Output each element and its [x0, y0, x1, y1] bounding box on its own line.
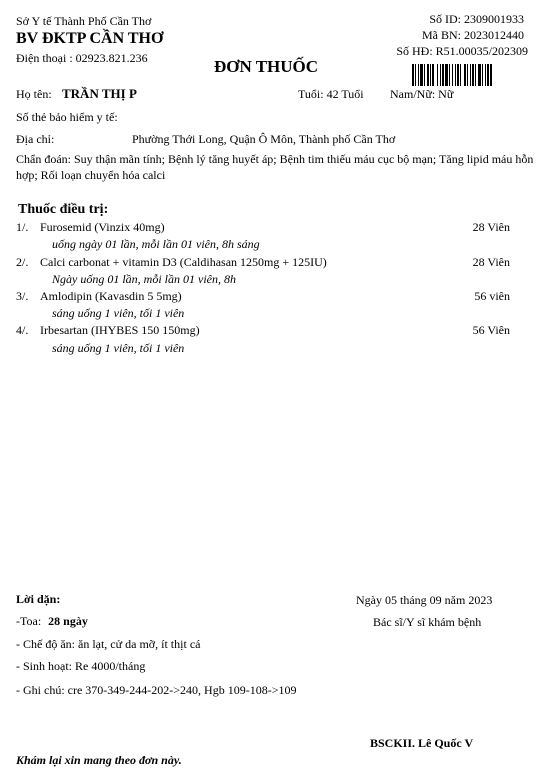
- advice-note: - Ghi chú: cre 370-349-244-202->240, Hgb 109-108->109: [16, 683, 297, 697]
- doctor-role: Bác sĩ/Y sĩ khám bệnh: [373, 615, 482, 629]
- medication-name: Calci carbonat + vitamin D3 (Caldihasan 1250mg + 125IU): [40, 255, 327, 269]
- medication-number: 1/.: [16, 220, 29, 234]
- barcode-bar: [412, 64, 414, 86]
- insurance-label: Số thẻ bảo hiểm y tế:: [16, 110, 118, 124]
- barcode-bar: [432, 64, 434, 86]
- medication-item-1: [16, 220, 510, 236]
- barcode-bar: [440, 64, 441, 86]
- barcode-bar: [464, 64, 466, 86]
- medication-name: Furosemid (Vinzix 40mg): [40, 220, 165, 234]
- prescription-duration: [16, 614, 88, 629]
- medication-number: 2/.: [16, 255, 29, 269]
- medication-usage: sáng uống 1 viên, tối 1 viên: [52, 341, 185, 355]
- barcode-bar: [475, 64, 476, 86]
- medication-quantity: 56 viên: [474, 289, 510, 303]
- medications-heading: Thuốc điều trị:: [18, 202, 109, 217]
- advice-label: Lời dặn:: [16, 592, 61, 606]
- barcode-bar: [472, 64, 474, 86]
- barcode-bar: [418, 64, 419, 86]
- barcode: [412, 64, 526, 86]
- barcode-bar: [467, 64, 468, 86]
- medication-quantity: 28 Viên: [472, 220, 510, 234]
- diet-advice: - Chế độ ăn: ăn lạt, cử da mỡ, ít thịt cá: [16, 637, 201, 651]
- barcode-bar: [485, 64, 486, 86]
- barcode-bar: [487, 64, 489, 86]
- medication-name: Irbesartan (IHYBES 150 150mg): [40, 323, 200, 337]
- medication-name: Amlodipin (Kavasdin 5 5mg): [40, 289, 182, 303]
- barcode-bar: [430, 64, 431, 86]
- document-title: ĐƠN THUỐC: [214, 57, 319, 76]
- medication-quantity: 28 Viên: [472, 255, 510, 269]
- medication-item-2: [16, 255, 510, 271]
- barcode-bar: [457, 64, 459, 86]
- barcode-bar: [455, 64, 456, 86]
- barcode-bar: [452, 64, 453, 86]
- prescription-date: Ngày 05 tháng 09 năm 2023: [356, 593, 493, 607]
- barcode-bar: [482, 64, 483, 86]
- doctor-name: BSCKII. Lê Quốc V: [370, 736, 474, 750]
- hospital-phone: Điện thoại : 02923.821.236: [16, 51, 148, 65]
- medication-number: 3/.: [16, 289, 29, 303]
- medication-item-4: [16, 323, 510, 339]
- id-number: Số ID: 2309001933: [429, 12, 524, 26]
- patient-address: Phường Thới Long, Quận Ô Môn, Thành phố Cần Thơ: [132, 132, 396, 146]
- hospital-name: BV ĐKTP CẦN THƠ: [16, 30, 164, 47]
- name-label: Họ tên:: [16, 87, 52, 101]
- patient-name: TRẦN THỊ P: [62, 86, 137, 101]
- barcode-bar: [427, 64, 429, 86]
- barcode-bar: [420, 64, 423, 86]
- medication-item-3: [16, 289, 510, 305]
- patient-code: Mã BN: 2023012440: [422, 28, 524, 42]
- patient-age: Tuổi: 42 Tuổi: [298, 87, 364, 101]
- barcode-bar: [460, 64, 461, 86]
- medication-usage: uống ngày 01 lần, mỗi lần 01 viên, 8h sáng: [52, 237, 260, 251]
- duration-label: -Toa:: [16, 614, 42, 628]
- barcode-bar: [445, 64, 448, 86]
- address-label: Địa chỉ:: [16, 132, 55, 146]
- revisit-reminder: Khám lại xin mang theo đơn này.: [16, 753, 182, 767]
- duration-value: 28 ngày: [48, 614, 88, 628]
- invoice-number: Số HĐ: R51.00035/202309: [396, 44, 528, 58]
- medication-number: 4/.: [16, 323, 29, 337]
- medication-usage: sáng uống 1 viên, tối 1 viên: [52, 306, 185, 320]
- barcode-bar: [442, 64, 444, 86]
- barcode-bar: [470, 64, 471, 86]
- barcode-bar: [478, 64, 481, 86]
- diagnosis: Chẩn đoán: Suy thận mãn tính; Bệnh lý tăng huyết áp; Bệnh tim thiếu máu cục bộ mạn; Tăng lipid máu hỗn hợp; Rối loạn chuyển hóa calci: [16, 152, 534, 182]
- department-name: Sở Y tế Thành Phố Cần Thơ: [16, 14, 152, 28]
- barcode-bar: [415, 64, 416, 86]
- barcode-bar: [437, 64, 438, 86]
- patient-gender: Nam/Nữ: Nữ: [390, 87, 454, 101]
- barcode-bar: [449, 64, 450, 86]
- medication-quantity: 56 Viên: [472, 323, 510, 337]
- medication-usage: Ngày uống 01 lần, mỗi lần 01 viên, 8h: [52, 272, 236, 286]
- barcode-bar: [490, 64, 492, 86]
- activity-advice: - Sinh hoạt: Re 4000/tháng: [16, 659, 146, 673]
- barcode-bar: [424, 64, 425, 86]
